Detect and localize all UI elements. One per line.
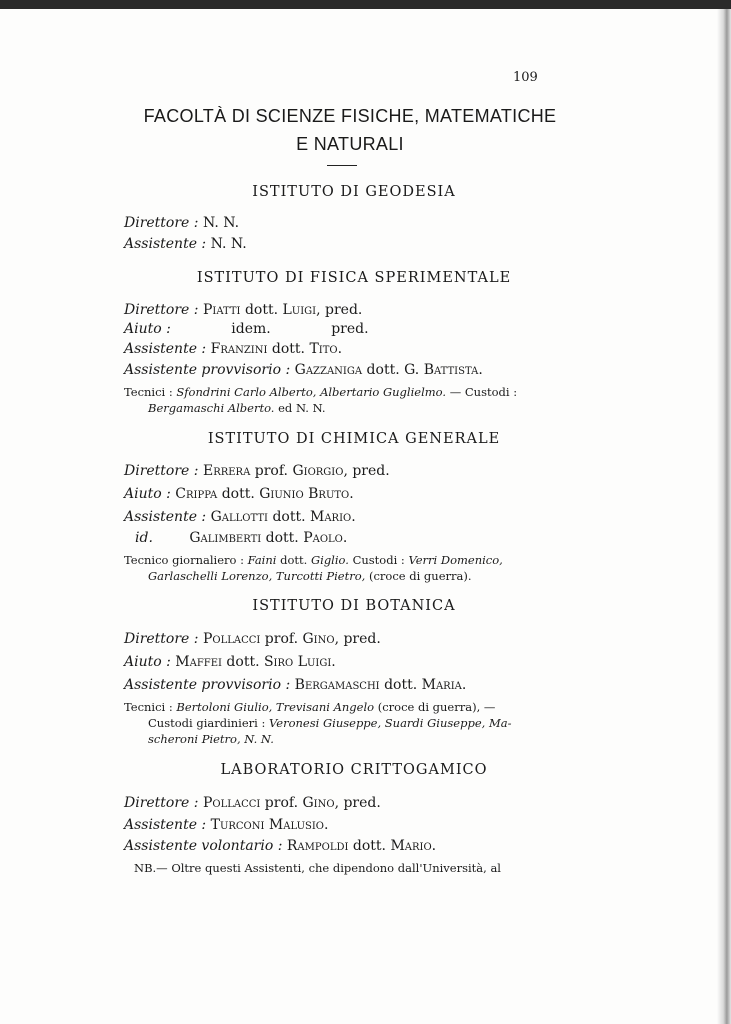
- fisica-tecnici: Tecnici : Sfondrini Carlo Alberto, Albertario Guglielmo. — Custodi :: [124, 385, 518, 399]
- page-edge-shadow: [717, 9, 731, 1024]
- fisica-direttore: Direttore : Piatti dott. Luigi, pred.: [124, 302, 363, 318]
- nota-bene: NB.— Oltre questi Assistenti, che dipendono dall'Università, al: [134, 861, 501, 875]
- fisica-assistente-provvisorio: Assistente provvisorio : Gazzaniga dott. G. Battista.: [124, 362, 483, 378]
- crittogamico-assistente-volontario: Assistente volontario : Rampoldi dott. Mario.: [124, 838, 437, 854]
- section-title-chimica: ISTITUTO DI CHIMICA GENERALE: [207, 431, 501, 447]
- crittogamico-direttore: Direttore : Pollacci prof. Gino, pred.: [124, 795, 381, 811]
- top-border: [0, 0, 731, 9]
- section-title-geodesia: ISTITUTO DI GEODESIA: [252, 184, 456, 200]
- geodesia-direttore: Direttore : N. N.: [124, 215, 240, 231]
- chimica-tecnico: Tecnico giornaliero : Faini dott. Giglio. Custodi : Verri Domenico,: [124, 553, 503, 567]
- botanica-assistente-provvisorio: Assistente provvisorio : Bergamaschi dott. Maria.: [124, 677, 467, 693]
- section-title-crittogamico: LABORATORIO CRITTOGAMICO: [220, 762, 488, 778]
- chimica-custodi: Garlaschelli Lorenzo, Turcotti Pietro, (croce di guerra).: [148, 569, 472, 583]
- geodesia-assistente: Assistente : N. N.: [124, 236, 247, 252]
- section-title-botanica: ISTITUTO DI BOTANICA: [252, 598, 456, 614]
- chimica-aiuto: Aiuto : Crippa dott. Giunio Bruto.: [124, 486, 354, 502]
- title-divider: [327, 165, 357, 166]
- crittogamico-assistente: Assistente : Turconi Malusio.: [124, 817, 329, 833]
- fisica-aiuto: Aiuto : idem. pred.: [124, 321, 369, 337]
- chimica-assistente-id: id. Galimberti dott. Paolo.: [135, 530, 348, 546]
- faculty-title-line2: E NATURALI: [296, 134, 404, 154]
- page-number: 109: [513, 70, 538, 85]
- chimica-assistente: Assistente : Gallotti dott. Mario.: [124, 509, 356, 525]
- botanica-aiuto: Aiuto : Maffei dott. Siro Luigi.: [124, 654, 336, 670]
- botanica-custodi: Custodi giardinieri : Veronesi Giuseppe, Suardi Giuseppe, Ma-: [148, 716, 512, 730]
- section-title-fisica: ISTITUTO DI FISICA SPERIMENTALE: [196, 270, 512, 286]
- chimica-direttore: Direttore : Errera prof. Giorgio, pred.: [124, 463, 390, 479]
- botanica-custodi-cont: scheroni Pietro, N. N.: [148, 732, 274, 746]
- botanica-direttore: Direttore : Pollacci prof. Gino, pred.: [124, 631, 381, 647]
- botanica-tecnici: Tecnici : Bertoloni Giulio, Trevisani Angelo (croce di guerra), —: [124, 700, 496, 714]
- fisica-assistente: Assistente : Franzini dott. Tito.: [124, 341, 343, 357]
- fisica-custodi: Bergamaschi Alberto. ed N. N.: [148, 401, 326, 415]
- faculty-title-line1: FACOLTÀ DI SCIENZE FISICHE, MATEMATICHE: [143, 106, 557, 126]
